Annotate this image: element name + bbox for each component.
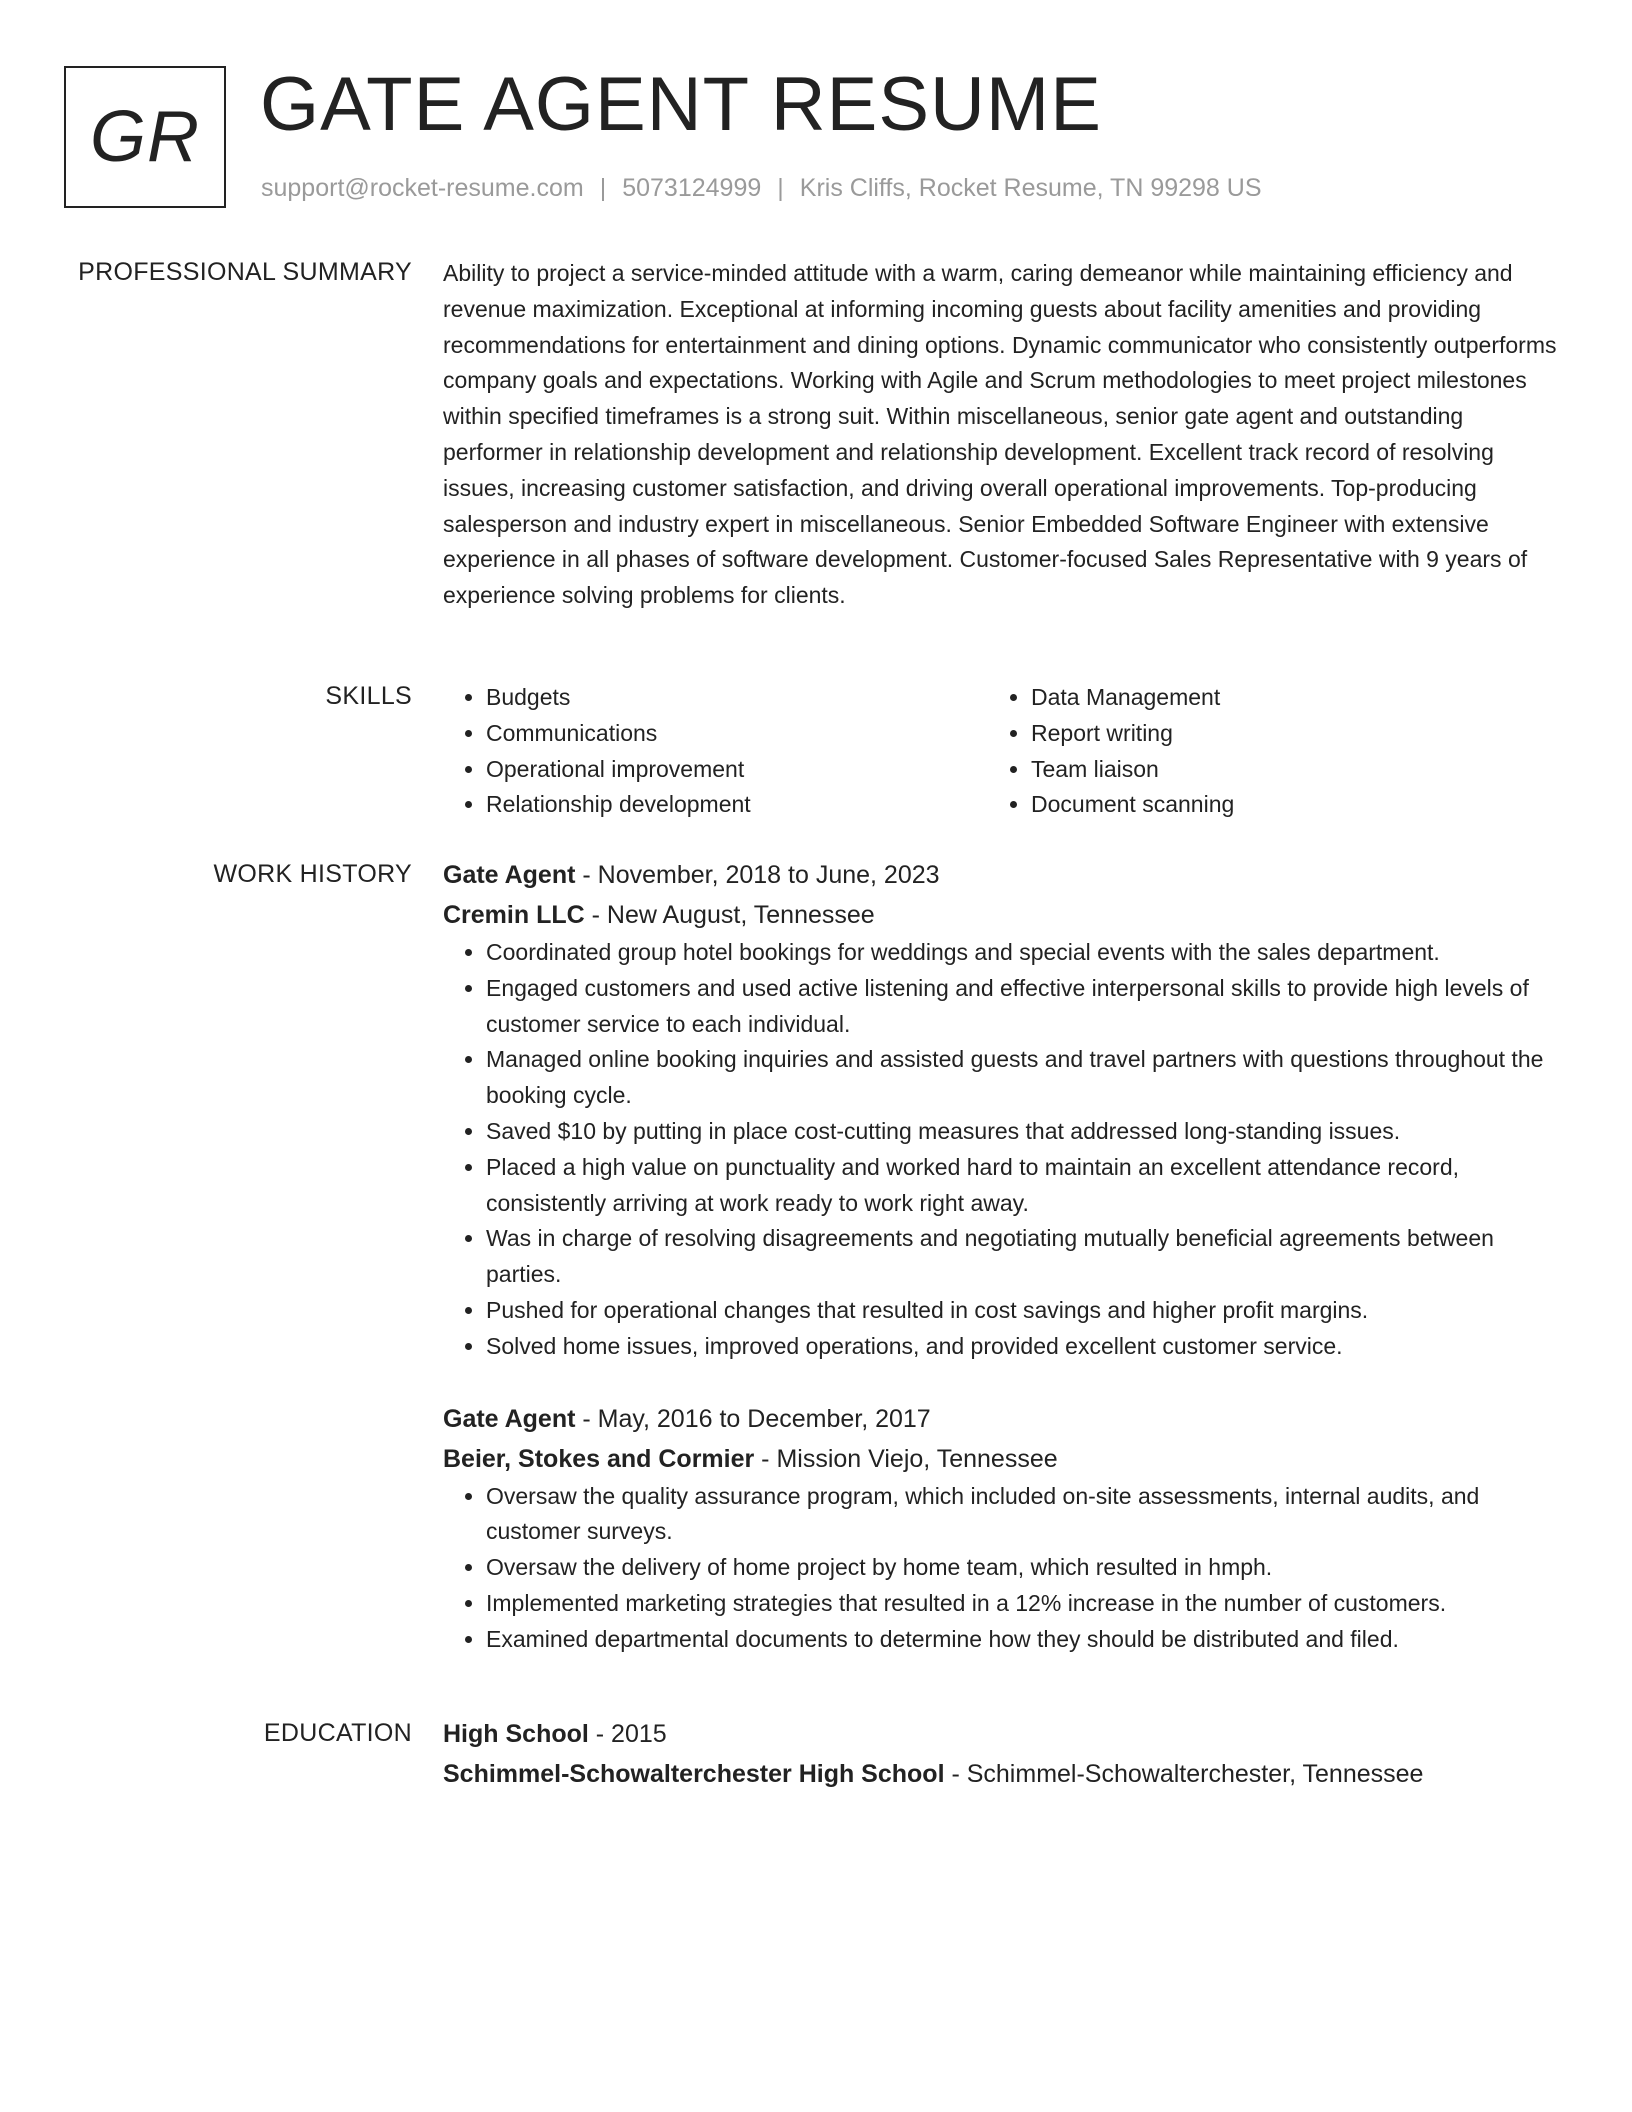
skill-item: • Document scanning (1031, 787, 1533, 823)
job-bullets (443, 935, 1563, 1365)
contact-phone: 5073124999 (622, 174, 762, 202)
work-history-body (443, 855, 1563, 1658)
contact-line (261, 174, 1262, 203)
skills-column-left (443, 680, 988, 823)
job-bullet: • Managed online booking inquiries and assisted guests and travel partners with questions throughout the booking cycle. (486, 1042, 1563, 1114)
skills-column-right (988, 680, 1533, 823)
skill-item: • Relationship development (486, 787, 988, 823)
job-entry (443, 855, 1563, 1365)
skill-item: • Data Management (1031, 680, 1533, 716)
job-bullet: • Implemented marketing strategies that resulted in a 12% increase in the number of customers. (486, 1586, 1563, 1622)
skills-body (443, 680, 1563, 823)
skill-item: • Team liaison (1031, 752, 1533, 788)
contact-address: Kris Cliffs, Rocket Resume, TN 99298 US (799, 174, 1262, 202)
job-title: Gate Agent (443, 861, 576, 889)
job-dates: - May, 2016 to December, 2017 (575, 1404, 931, 1433)
job-title-line (443, 1399, 1563, 1439)
education-school-line (443, 1754, 1563, 1794)
skills-heading: SKILLS (325, 682, 412, 710)
skill-item: • Communications (486, 716, 988, 752)
contact-email: support@rocket-resume.com (261, 174, 584, 202)
contact-separator: | (777, 174, 784, 202)
job-entry (443, 1399, 1563, 1658)
job-bullet: • Coordinated group hotel bookings for weddings and special events with the sales department. (486, 935, 1563, 971)
job-location: - New August, Tennessee (584, 901, 875, 929)
job-company-line (443, 895, 1563, 935)
education-year: - 2015 (588, 1720, 667, 1748)
job-title-line (443, 855, 1563, 895)
skill-item: • Budgets (486, 680, 988, 716)
summary-body (443, 256, 1563, 614)
skill-item: • Report writing (1031, 716, 1533, 752)
job-bullet: • Placed a high value on punctuality and worked hard to maintain an excellent attendance record, consistently arriving at work ready to work right away. (486, 1150, 1563, 1222)
job-bullets (443, 1479, 1563, 1658)
education-school: Schimmel-Schowalterchester High School (443, 1760, 945, 1788)
skills-list-left (443, 680, 988, 823)
education-location: - Schimmel-Schowalterchester, Tennessee (944, 1760, 1424, 1788)
job-bullet: • Oversaw the delivery of home project by home team, which resulted in hmph. (486, 1550, 1563, 1586)
page-title: GATE AGENT RESUME (260, 62, 1102, 147)
job-location: - Mission Viejo, Tennessee (754, 1444, 1058, 1473)
summary-heading: PROFESSIONAL SUMMARY (78, 258, 412, 286)
job-bullet: • Saved $10 by putting in place cost-cutting measures that addressed long-standing issues. (486, 1114, 1563, 1150)
skills-columns (443, 680, 1563, 823)
work-history-heading: WORK HISTORY (213, 860, 412, 888)
job-bullet: • Solved home issues, improved operations, and provided excellent customer service. (486, 1329, 1563, 1365)
job-dates: - November, 2018 to June, 2023 (575, 861, 940, 889)
skills-list-right (988, 680, 1533, 823)
job-bullet: • Was in charge of resolving disagreements and negotiating mutually beneficial agreements between parties. (486, 1221, 1563, 1293)
job-company-line (443, 1439, 1563, 1479)
skill-item: • Operational improvement (486, 752, 988, 788)
job-bullet: • Engaged customers and used active listening and effective interpersonal skills to provide high levels of customer service to each individual. (486, 971, 1563, 1043)
job-company: Cremin LLC (443, 901, 585, 929)
resume-header (64, 62, 1584, 216)
education-heading: EDUCATION (263, 1719, 412, 1747)
monogram-logo: GR (64, 66, 226, 208)
job-bullet: • Oversaw the quality assurance program, which included on-site assessments, internal audits, and customer surveys. (486, 1479, 1563, 1551)
job-company: Beier, Stokes and Cormier (443, 1444, 755, 1473)
education-degree-line (443, 1714, 1563, 1754)
summary-text: Ability to project a service-minded attitude with a warm, caring demeanor while maintaining efficiency and revenue maximization. Exceptional at informing incoming guests about facility amenities and providing recommendations for entertainment and dining options. Dynamic communicator who consistently outperforms company goals and expectations. Working with Agile and Scrum methodologies to meet project milestones within specified timeframes is a strong suit. Within miscellaneous, senior gate agent and outstanding performer in relationship development and relationship development. Excellent track record of resolving issues, increasing customer satisfaction, and driving overall operational improvements. Top-producing salesperson and industry expert in miscellaneous. Senior Embedded Software Engineer with extensive experience in all phases of software development. Customer-focused Sales Representative with 9 years of experience solving problems for clients. (443, 260, 1557, 609)
job-bullet: • Examined departmental documents to determine how they should be distributed and filed. (486, 1622, 1563, 1658)
education-degree: High School (443, 1720, 589, 1748)
job-title: Gate Agent (443, 1404, 576, 1433)
education-body (443, 1714, 1563, 1794)
job-bullet: • Pushed for operational changes that resulted in cost savings and higher profit margins. (486, 1293, 1563, 1329)
contact-separator: | (599, 174, 607, 202)
